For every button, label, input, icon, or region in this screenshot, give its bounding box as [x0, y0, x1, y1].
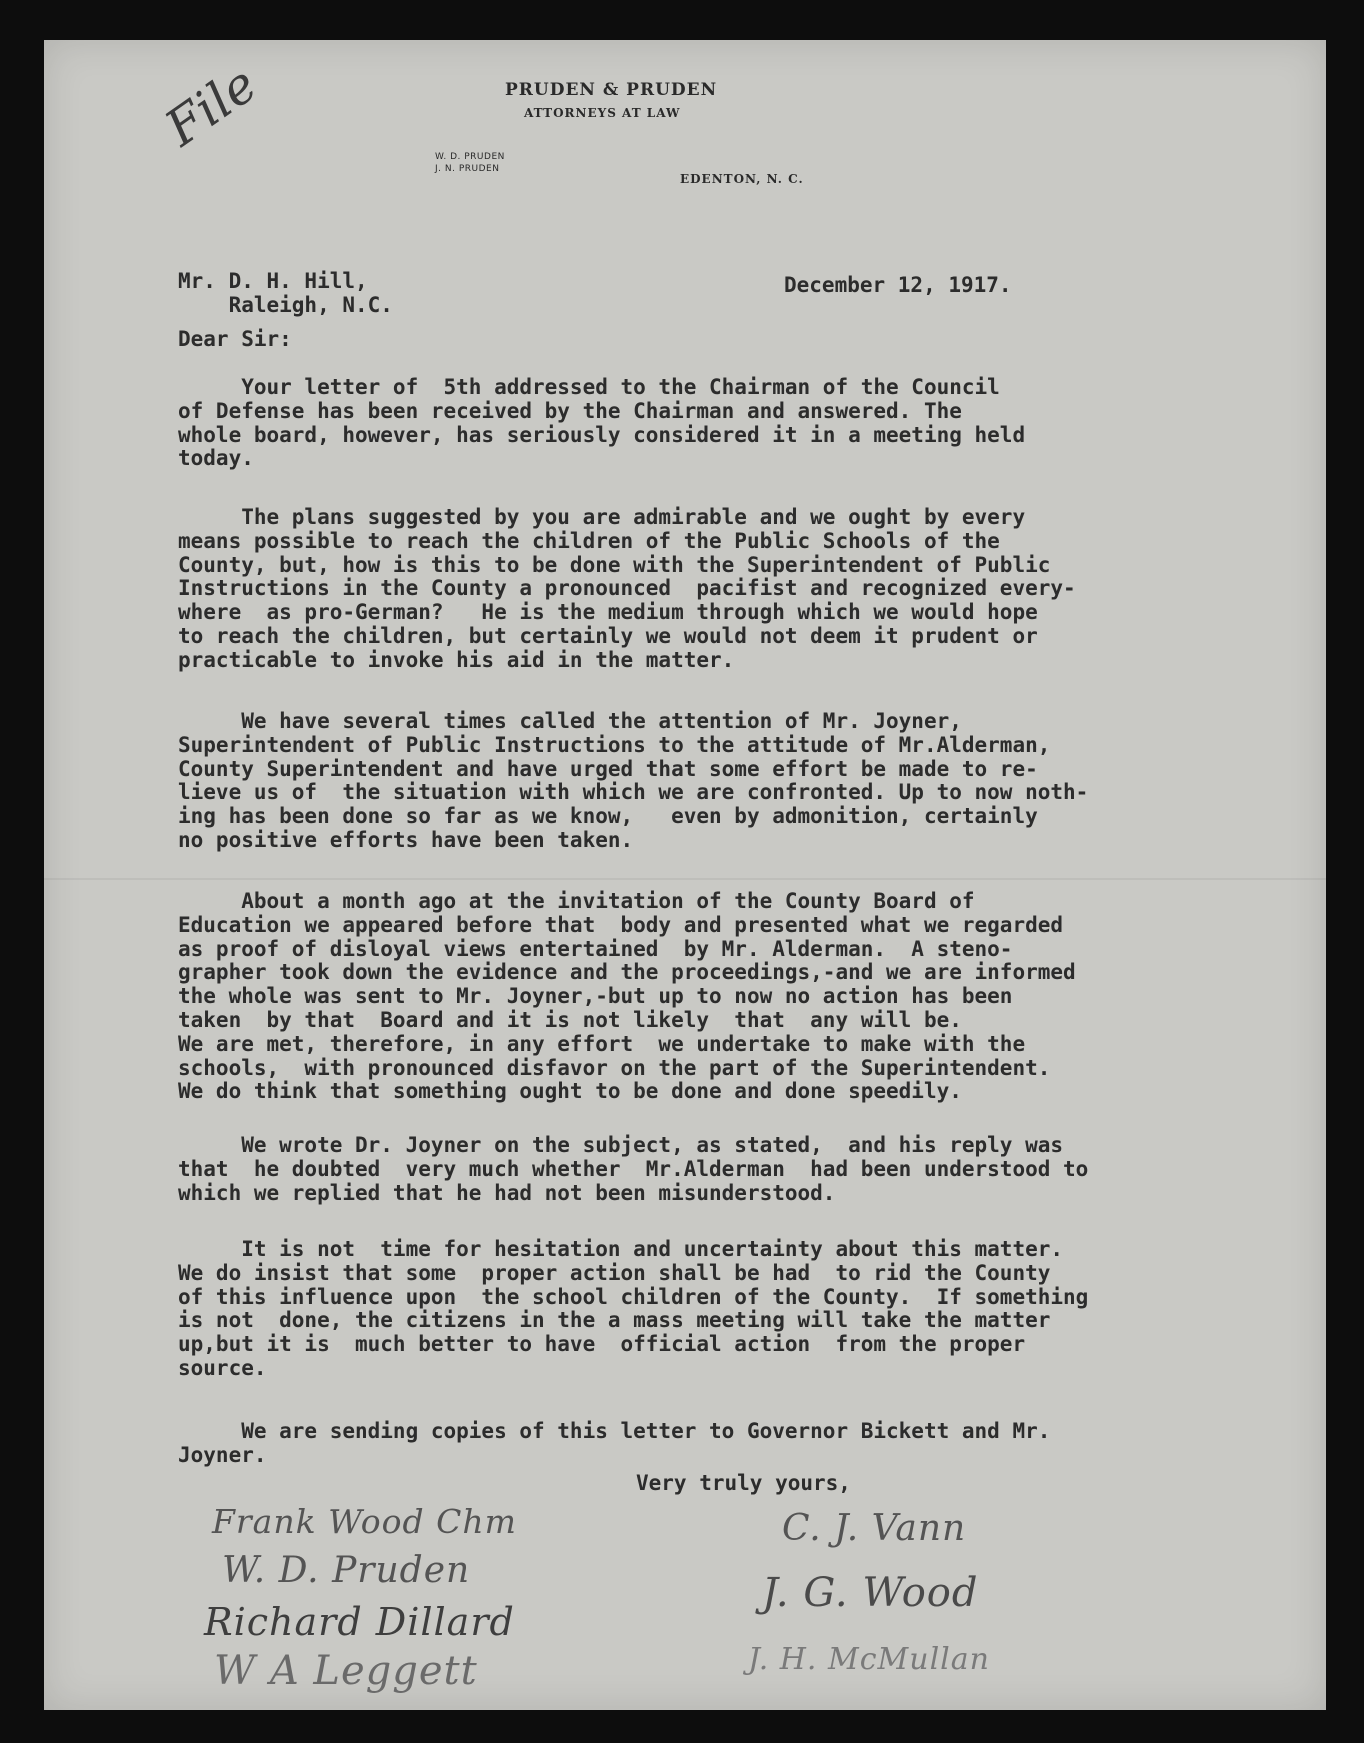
- text-line: today.: [178, 446, 254, 471]
- signature: Frank Wood Chm: [212, 1502, 517, 1541]
- text-line: Superintendent of Public Instructions to the attitude of Mr.Alderman,: [178, 732, 1051, 757]
- text-line: It is not time for hesitation and uncertainty about this matter.: [178, 1237, 1064, 1261]
- body-paragraph: [178, 890, 1288, 1104]
- letterhead-profession: ATTORNEYS AT LAW: [524, 106, 681, 120]
- text-line: We do think that something ought to be done and done speedily.: [178, 1079, 962, 1104]
- letterhead-partner: W. D. PRUDEN: [435, 152, 505, 162]
- text-line: ing has been done so far as we know, even by admonition, certainly: [178, 804, 1038, 829]
- text-line: is not done, the citizens in the a mass meeting will take the matter: [178, 1308, 1051, 1333]
- text-line: County, but, how is this to be done with the Superintendent of Public: [178, 552, 1051, 577]
- text-line: We have several times called the attention of Mr. Joyner,: [178, 709, 962, 733]
- text-line: County Superintendent and have urged that some effort be made to re-: [178, 756, 1038, 781]
- body-paragraph: [178, 506, 1288, 673]
- addressee-city: Raleigh, N.C.: [178, 293, 393, 317]
- text-line: as proof of disloyal views entertained by Mr. Alderman. A steno-: [178, 936, 1013, 961]
- text-line: taken by that Board and it is not likely that any will be.: [178, 1007, 962, 1032]
- text-line: We are sending copies of this letter to Governor Bickett and Mr.: [178, 1419, 1051, 1443]
- letterhead-firm: PRUDEN & PRUDEN: [505, 80, 718, 100]
- body-paragraph: [178, 1238, 1288, 1381]
- text-line: Instructions in the County a pronounced pacifist and recognized every-: [178, 576, 1076, 601]
- signature: J. G. Wood: [762, 1570, 979, 1616]
- text-line: We wrote Dr. Joyner on the subject, as stated, and his reply was: [178, 1133, 1064, 1157]
- text-line: which we replied that he had not been misunderstood.: [178, 1180, 836, 1205]
- text-line: source.: [178, 1355, 267, 1380]
- body-paragraph: [178, 710, 1288, 853]
- signature: C. J. Vann: [782, 1508, 967, 1549]
- fold-crease: [44, 878, 1326, 880]
- signature: W A Leggett: [214, 1648, 478, 1694]
- text-line: practicable to invoke his aid in the matter.: [178, 647, 735, 672]
- letterhead-partner: J. N. PRUDEN: [435, 164, 500, 174]
- text-line: We do insist that some proper action shall be had to rid the County: [178, 1260, 1051, 1285]
- letterhead-location: EDENTON, N. C.: [680, 172, 804, 186]
- text-line: that he doubted very much whether Mr.Alderman had been understood to: [178, 1156, 1089, 1181]
- letter-date: December 12, 1917.: [784, 273, 1012, 297]
- text-line: of this influence upon the school children of the County. If something: [178, 1284, 1089, 1309]
- signature: J. H. McMullan: [748, 1642, 990, 1677]
- text-line: Joyner.: [178, 1442, 267, 1467]
- addressee-name: Mr. D. H. Hill,: [178, 269, 368, 293]
- text-line: About a month ago at the invitation of the County Board of: [178, 889, 975, 913]
- text-line: We are met, therefore, in any effort we undertake to make with the: [178, 1031, 1026, 1056]
- text-line: lieve us of the situation with which we are confronted. Up to now noth-: [178, 780, 1089, 805]
- handwritten-file-note: File: [155, 54, 268, 158]
- text-line: of Defense has been received by the Chairman and answered. The: [178, 398, 962, 423]
- text-line: grapher took down the evidence and the proceedings,-and we are informed: [178, 960, 1076, 985]
- body-paragraph: [178, 376, 1288, 471]
- signature: Richard Dillard: [204, 1600, 515, 1644]
- signature: W. D. Pruden: [222, 1550, 471, 1591]
- text-line: up,but it is much better to have official action from the proper: [178, 1332, 1026, 1357]
- text-line: The plans suggested by you are admirable and we ought by every: [178, 505, 1026, 529]
- text-line: schools, with pronounced disfavor on the part of the Superintendent.: [178, 1055, 1051, 1080]
- body-paragraph: [178, 1134, 1288, 1205]
- text-line: Education we appeared before that body and presented what we regarded: [178, 912, 1064, 937]
- text-line: the whole was sent to Mr. Joyner,-but up to now no action has been: [178, 984, 1013, 1009]
- salutation: Dear Sir:: [178, 327, 292, 351]
- text-line: Your letter of 5th addressed to the Chairman of the Council: [178, 375, 1000, 399]
- text-line: to reach the children, but certainly we would not deem it prudent or: [178, 623, 1038, 648]
- text-line: where as pro-German? He is the medium through which we would hope: [178, 600, 1038, 625]
- body-paragraph: [178, 1420, 1288, 1468]
- text-line: means possible to reach the children of the Public Schools of the: [178, 528, 1000, 553]
- text-line: whole board, however, has seriously considered it in a meeting held: [178, 422, 1026, 447]
- text-line: no positive efforts have been taken.: [178, 827, 634, 852]
- closing: Very truly yours,: [636, 1471, 851, 1495]
